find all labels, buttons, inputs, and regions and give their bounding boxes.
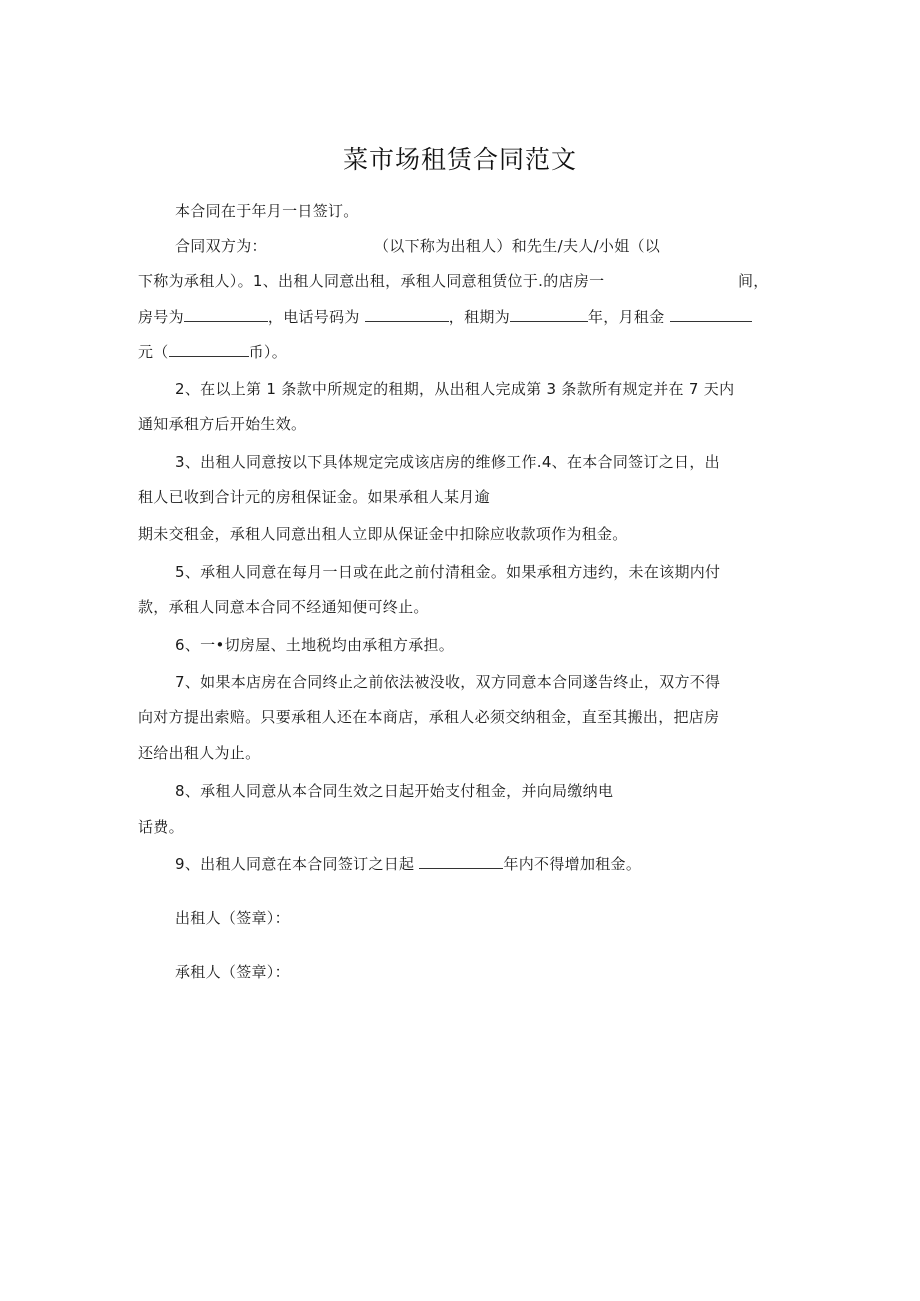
clause-8-line-1: 8、承租人同意从本合同生效之日起开始支付租金，并向局缴纳电 [175, 782, 614, 800]
term-blank [510, 307, 588, 322]
yuan-label: 元（ [138, 343, 169, 361]
clause-7-line-2: 向对方提出索赔。只要承租人还在本商店，承租人必须交纳租金，直至其搬出，把店房 [138, 708, 720, 726]
clause-7-line-1: 7、如果本店房在合同终止之前依法被没收，双方同意本合同遂告终止，双方不得 [175, 673, 721, 691]
room-no-blank [184, 307, 268, 322]
parties-label: 合同双方为： [175, 237, 267, 255]
clause-2-line-2: 通知承租方后开始生效。 [138, 415, 307, 433]
lessee-clause: 下称为承租人）。1、出租人同意出租，承租人同意租赁位于.的店房一 [138, 272, 605, 290]
clause-3-line-2: 租人已收到合计元的房租保证金。如果承租人某月逾 [138, 488, 490, 506]
unit-label: 间， [738, 272, 769, 290]
clause-2-line-1: 2、在以上第 1 条款中所规定的租期，从出租人完成第 3 条款所有规定并在 7 天内 [175, 380, 735, 398]
clause-6-line-1: 6、一•切房屋、土地税均由承租方承担。 [175, 636, 455, 654]
clause-9-pre: 9、出租人同意在本合同签订之日起 [175, 855, 415, 873]
clause-9-blank [419, 854, 503, 869]
clause-7-line-3: 还给出租人为止。 [138, 744, 261, 762]
currency-label: 币）。 [248, 343, 288, 361]
clause-9-post: 年内不得增加租金。 [503, 855, 642, 873]
clause-5-line-2: 款，承租人同意本合同不经通知便可终止。 [138, 598, 429, 616]
phone-blank [365, 307, 449, 322]
term-label: ，租期为 [448, 308, 510, 326]
lessor-clause: （以下称为出租人）和先生/夫人/小姐（以 [374, 237, 661, 255]
phone-label: ，电话号码为 [267, 308, 360, 326]
lessee-signature: 承租人（签章）： [175, 963, 290, 981]
room-line [138, 307, 752, 327]
clause-3-line-1: 3、出租人同意按以下具体规定完成该店房的维修工作.4、在本合同签订之日，出 [175, 453, 720, 471]
clause-5-line-1: 5、承租人同意在每月一日或在此之前付清租金。如果承租方违约，未在该期内付 [175, 563, 721, 581]
page-title: 菜市场租赁合同范文 [342, 145, 577, 174]
clause-3-line-3: 期未交租金，承租人同意出租人立即从保证金中扣除应收款项作为租金。 [138, 525, 628, 543]
lessor-signature: 出租人（签章）： [175, 909, 290, 927]
currency-line [138, 342, 287, 362]
room-no-label: 房号为 [138, 308, 184, 326]
clause-8-line-2: 话费。 [138, 818, 184, 836]
year-label: 年，月租金 [588, 308, 665, 326]
rent-blank [670, 307, 752, 322]
clause-9-line [175, 854, 641, 874]
intro-line: 本合同在于年月一日签订。 [175, 202, 359, 220]
currency-blank [169, 342, 249, 357]
